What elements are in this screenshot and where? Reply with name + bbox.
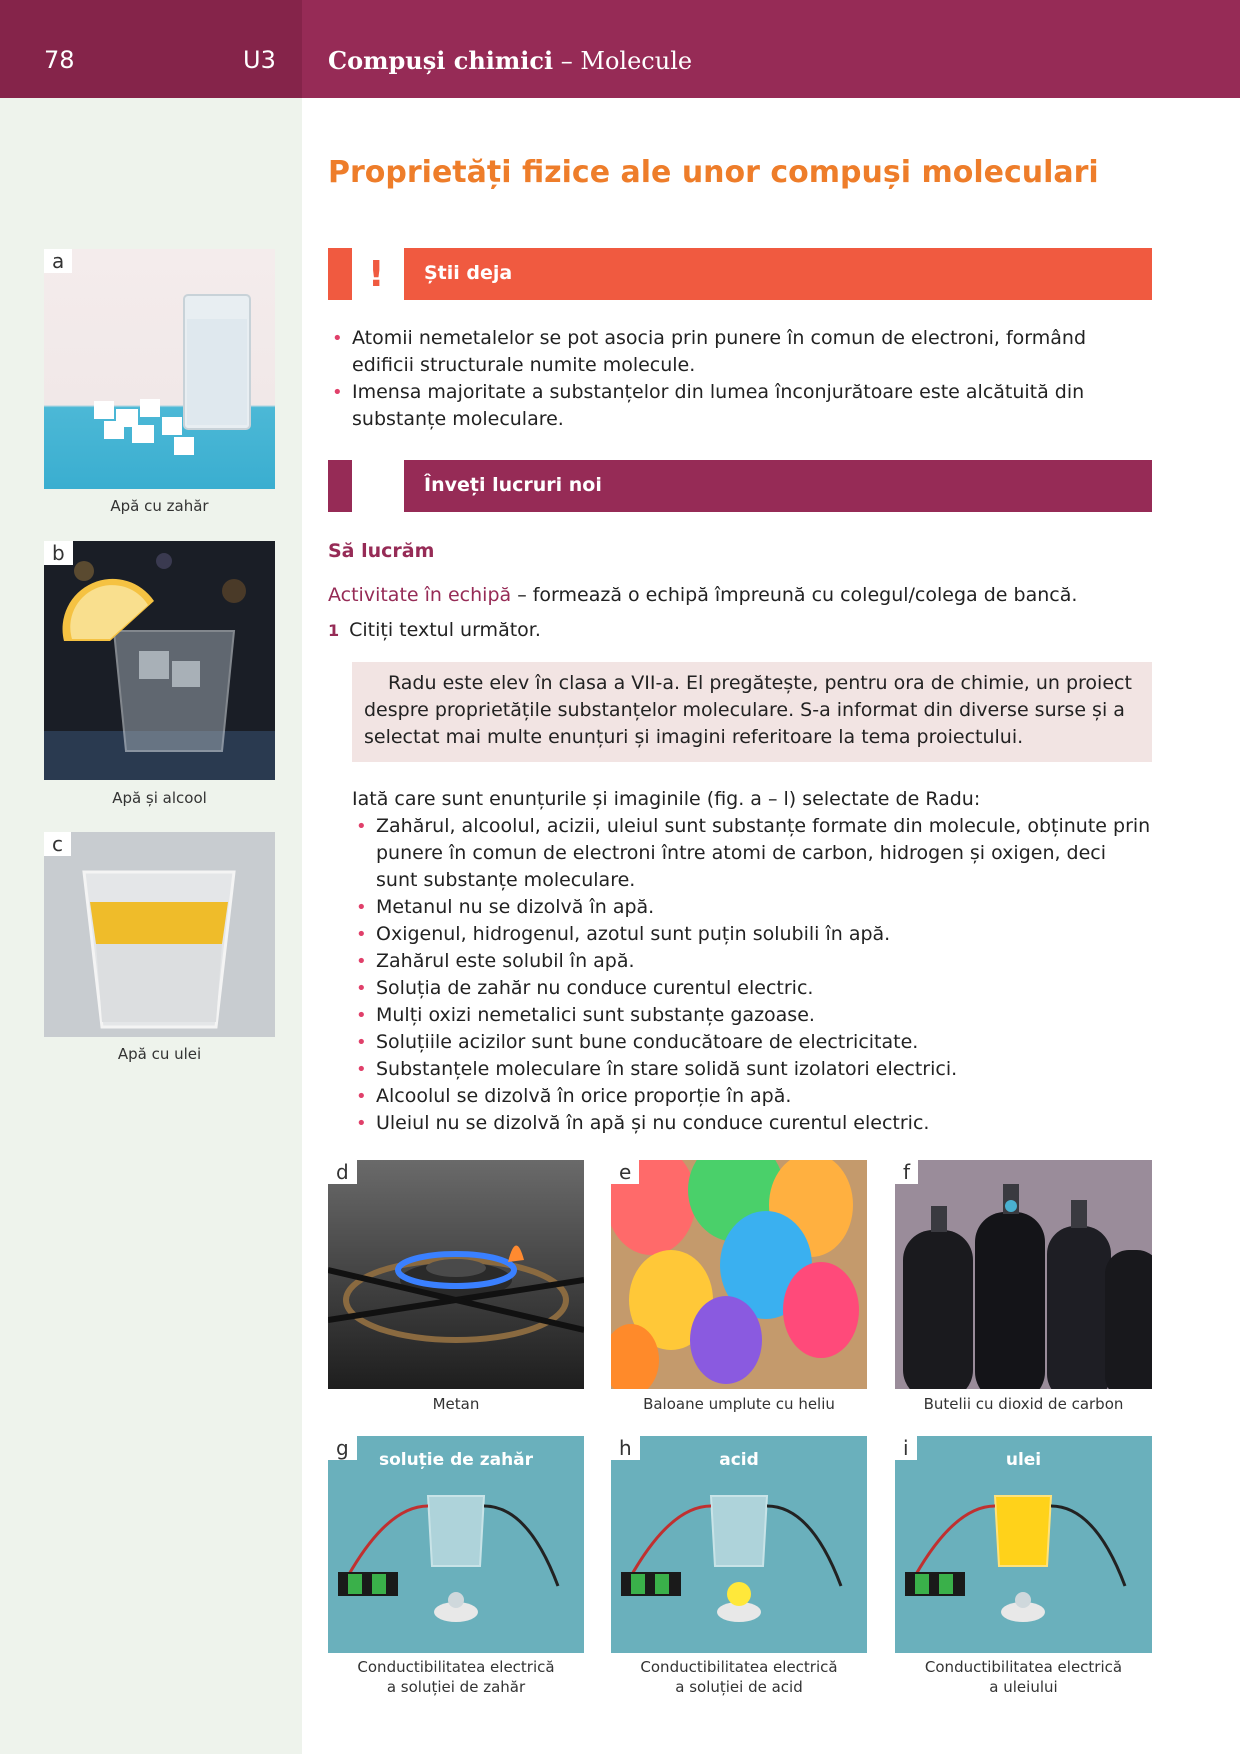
inveti-banner <box>328 460 1152 512</box>
statements-list <box>352 813 1152 1137</box>
page-header <box>0 0 1240 98</box>
stii-deja-bar <box>404 248 1152 300</box>
figure-e-image <box>611 1160 867 1389</box>
figure-i-label: ulei <box>1005 1450 1042 1470</box>
figure-g-image <box>328 1436 584 1653</box>
figure-h-image <box>611 1436 867 1653</box>
figure-b-image <box>44 541 275 780</box>
sa-lucram-heading: Să lucrăm <box>328 540 435 562</box>
figure-h-caption-line-2: a soluției de acid <box>675 1678 803 1696</box>
figure-e-caption: Baloane umplute cu heliu <box>643 1395 835 1413</box>
step-number: 1 <box>328 621 340 640</box>
list-item: • Imensa majoritate a substanțelor din lumea înconjurătoare este alcătuită din substanțe moleculare. <box>328 379 1152 433</box>
figure-h-caption-line-1: Conductibilitatea electrică <box>640 1658 838 1676</box>
figure-letter: e <box>611 1160 639 1184</box>
figure-i-caption-line-1: Conductibilitatea electrică <box>924 1658 1123 1676</box>
chapter-title-rest: – Molecule <box>553 47 693 75</box>
figure-letter: i <box>895 1436 917 1460</box>
list-item: • Oxigenul, hidrogenul, azotul sunt puțin solubili în apă. <box>352 921 1152 948</box>
figure-d-image <box>328 1160 584 1389</box>
list-item: • Metanul nu se dizolvă în apă. <box>352 894 1152 921</box>
quote-box: Radu este elev în clasa a VII-a. El pregătește, pentru ora de chimie, un proiect despre proprietățile substanțelor moleculare. S-a informat din diverse surse și a selectat mai multe enunțuri și imagini referitoare la tema proiectului. <box>352 662 1152 762</box>
figure-f-image <box>895 1160 1152 1389</box>
balloons-illustration <box>611 1160 867 1389</box>
stii-deja-label: Știi deja <box>424 262 513 284</box>
list-item: • Soluțiile acizilor sunt bune conducătoare de electricitate. <box>352 1029 1152 1056</box>
figure-g-caption-line-2: a soluției de zahăr <box>386 1678 526 1696</box>
activity-rest: – formează o echipă împreună cu colegul/colega de bancă. <box>511 584 1078 606</box>
figure-letter: a <box>44 249 72 273</box>
figure-f-caption: Butelii cu dioxid de carbon <box>923 1395 1124 1413</box>
statements-intro: Iată care sunt enunțurile și imaginile (fig. a – l) selectate de Radu: <box>352 788 981 810</box>
list-item: • Zahărul este solubil în apă. <box>352 948 1152 975</box>
figure-i-image <box>895 1436 1152 1653</box>
stii-deja-list <box>328 325 1152 433</box>
step-1 <box>328 619 541 641</box>
figure-letter: d <box>328 1160 357 1184</box>
figure-letter: h <box>611 1436 640 1460</box>
list-item: • Mulți oxizi nemetalici sunt substanțe gazoase. <box>352 1002 1152 1029</box>
compass-icon <box>354 462 402 510</box>
figure-letter: c <box>44 832 71 856</box>
inveti-label: Înveți lucruri noi <box>424 474 602 496</box>
list-item: • Zahărul, alcoolul, acizii, uleiul sunt substanțe formate din molecule, obținute prin punere în comun de electroni între atomi de carbon, hidrogen și oxigen, deci sunt substanțe moleculare. <box>352 813 1152 894</box>
figure-h-label: acid <box>719 1450 759 1470</box>
figure-letter: b <box>44 541 73 565</box>
figure-b-caption: Apă și alcool <box>112 789 207 807</box>
list-item: • Soluția de zahăr nu conduce curentul electric. <box>352 975 1152 1002</box>
figure-d-caption: Metan <box>432 1395 480 1413</box>
glass-with-oil-illustration <box>44 832 275 1037</box>
list-item: • Uleiul nu se dizolvă în apă și nu conduce curentul electric. <box>352 1110 1152 1137</box>
page-title: Proprietăți fizice ale unor compuși moleculari <box>328 155 1099 190</box>
page-number: 78 <box>44 46 75 74</box>
stii-deja-tag <box>328 248 352 300</box>
chapter-title-bold: Compuși chimici <box>328 46 554 75</box>
activity-highlight: Activitate în echipă <box>328 584 512 606</box>
figure-letter: g <box>328 1436 357 1460</box>
inveti-tag <box>328 460 352 512</box>
figure-i-caption <box>895 1657 1152 1697</box>
step-text: Citiți textul următor. <box>349 619 541 641</box>
figure-g-label: soluție de zahăr <box>378 1450 534 1470</box>
figure-h-caption <box>611 1657 867 1697</box>
figure-i-caption-line-2: a uleiului <box>989 1678 1058 1696</box>
figure-c-caption: Apă cu ulei <box>117 1045 202 1063</box>
chapter-title <box>328 46 692 75</box>
list-item: • Alcoolul se dizolvă în orice proporție în apă. <box>352 1083 1152 1110</box>
activity-text <box>328 584 1077 606</box>
list-item: • Atomii nemetalelor se pot asocia prin punere în comun de electroni, formând edificii structurale numite molecule. <box>328 325 1152 379</box>
figure-a-caption: Apă cu zahăr <box>110 497 209 515</box>
gas-burner-illustration <box>328 1160 584 1389</box>
figure-a-image <box>44 249 275 489</box>
figure-c-image <box>44 832 275 1037</box>
stii-deja-banner <box>328 248 1152 300</box>
glass-with-lemon-illustration <box>44 541 275 780</box>
figure-g-caption-line-1: Conductibilitatea electrică <box>357 1658 555 1676</box>
figure-letter: f <box>895 1160 918 1184</box>
unit-label: U3 <box>243 46 276 74</box>
figure-g-caption <box>328 1657 584 1697</box>
list-item: • Substanțele moleculare în stare solidă sunt izolatori electrici. <box>352 1056 1152 1083</box>
exclamation-icon: ! <box>368 254 385 295</box>
gas-cylinders-illustration <box>895 1160 1152 1389</box>
glass-of-water-illustration <box>44 249 275 489</box>
